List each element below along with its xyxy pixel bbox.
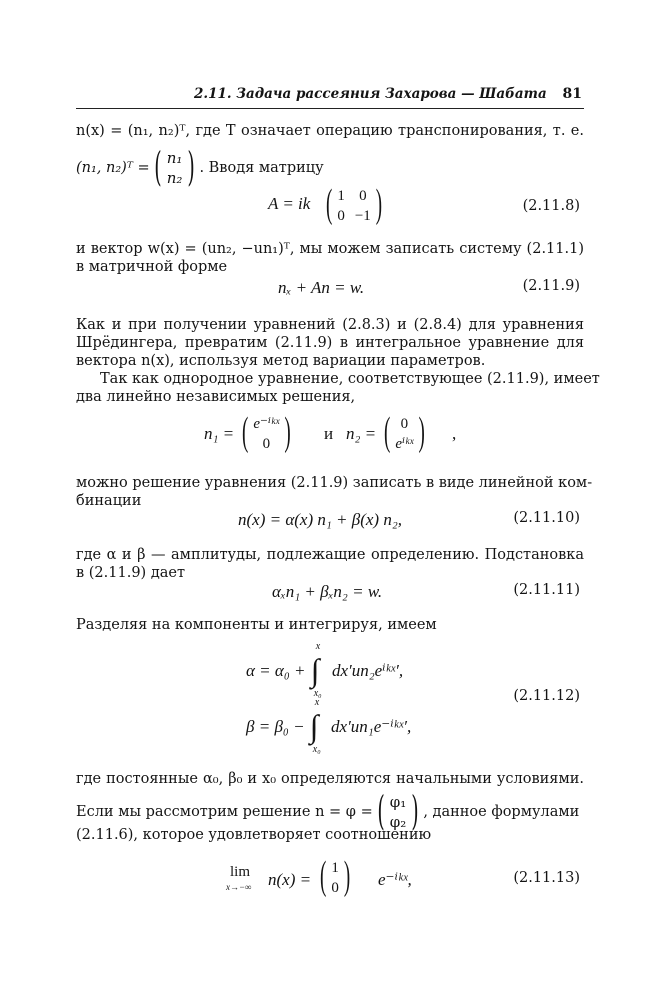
matrix-cell: −1: [354, 208, 371, 224]
matrix-cell: φ₁: [389, 793, 407, 811]
column-vector: ( n₁ n₂ ): [154, 144, 195, 192]
beta-lhs: β = β₀ −: [246, 716, 305, 736]
equation-number: (2.11.11): [513, 582, 580, 598]
text-line-with-matrix: [76, 144, 584, 192]
page-number: 81: [562, 86, 582, 102]
equation-2-11-13: [76, 854, 584, 908]
conjunction: и: [324, 424, 334, 443]
upper-limit: x: [315, 641, 321, 652]
solution-n1-label: n₁ =: [204, 424, 235, 443]
equation-2-11-9: [76, 276, 584, 316]
text-line: в матричной форме: [76, 259, 228, 275]
alpha-integrand: dx′un₂eⁱᵏˣ′,: [331, 660, 404, 680]
equation-2-11-12: [76, 641, 584, 756]
limit-operator: [226, 864, 262, 894]
solution-n1-vector: ( e⁻ⁱᵏˣ 0 ): [242, 410, 291, 455]
integral-sign: ∫ x x₀: [309, 697, 321, 755]
equation-solutions: [76, 410, 584, 462]
text-line: в (2.11.9) дает: [76, 565, 185, 581]
matrix-cell: 0: [400, 416, 409, 432]
column-vector: ( 1 0 ): [320, 854, 351, 899]
text-line: можно решение уравнения (2.11.9) записать в виде линейной ком-: [76, 475, 593, 491]
alpha-equation: [246, 641, 404, 699]
equation-2-11-11: [76, 580, 584, 620]
equation-body: αₓn₁ + βₓn₂ = w.: [272, 582, 383, 601]
beta-integrand: dx′un₁e⁻ⁱᵏˣ′,: [331, 716, 412, 736]
integral-sign: ∫ x x₀: [310, 641, 322, 699]
text-line: (2.11.6), которое удовлетворяет соотношению: [76, 827, 432, 843]
inline-formula: (n₁, n₂)ᵀ =: [76, 160, 150, 176]
text-line: два линейно независимых решения,: [76, 389, 356, 405]
upper-limit: x: [314, 697, 320, 708]
matrix-cell: φ₂: [389, 813, 407, 831]
limit-label: lim: [230, 864, 251, 880]
text-line: Разделяя на компоненты и интегрируя, имеем: [76, 617, 437, 633]
section-title: 2.11. Задача рассеяния Захарова — Шабата: [194, 86, 547, 102]
equation-lhs: n(x) =: [268, 870, 312, 889]
text-fragment: Если мы рассмотрим решение n = φ =: [76, 804, 373, 820]
punctuation: ,: [452, 424, 457, 443]
text-line: и вектор w(x) = (un₂, −un₁)ᵀ, мы можем записать систему (2.11.1): [76, 241, 584, 257]
text-line: Шрёдингера, превратим (2.11.9) в интегральное уравнение для: [76, 335, 584, 351]
matrix-cell: 1: [337, 188, 345, 204]
equation-2-11-10: [76, 508, 584, 548]
equation-number: (2.11.13): [513, 870, 580, 886]
equation-number: (2.11.9): [522, 278, 580, 294]
equation-number: (2.11.10): [513, 510, 580, 526]
beta-equation: [246, 697, 412, 755]
running-header: [76, 86, 584, 109]
equation-body: n(x) = α(x) n₁ + β(x) n₂,: [238, 510, 403, 529]
text-fragment: . Вводя матрицу: [199, 160, 324, 176]
equation-number: (2.11.8): [522, 198, 580, 214]
matrix-cell: 0: [262, 436, 271, 452]
text-line: Как и при получении уравнений (2.8.3) и (2.8.4) для уравнения: [76, 317, 584, 333]
solution-n2-vector: ( 0 eⁱᵏˣ ): [384, 410, 425, 455]
matrix-cell: e⁻ⁱᵏˣ: [253, 416, 280, 432]
text-line: где α и β — амплитуды, подлежащие определению. Подстановка: [76, 547, 584, 563]
matrix-cell: n₁: [166, 149, 183, 167]
solution-n2-label: n₂ =: [346, 424, 377, 443]
equation-rhs: e⁻ⁱᵏˣ,: [378, 870, 412, 889]
equation-lhs: A = ik: [268, 194, 311, 213]
matrix-cell: 0: [331, 880, 339, 896]
lower-limit: x₀: [312, 744, 321, 755]
equation-number: (2.11.12): [513, 688, 580, 704]
matrix-cell: eⁱᵏˣ: [395, 436, 414, 452]
matrix-cell: 0: [359, 188, 367, 204]
lower-limit: x₀: [313, 688, 322, 699]
matrix-cell: 0: [337, 208, 345, 224]
text-line: вектора n(x), используя метод вариации параметров.: [76, 353, 486, 369]
matrix-cell: n₂: [166, 169, 183, 187]
matrix-A: ( 1 0 0 −1 ): [326, 182, 383, 227]
equation-body: nₓ + An = w.: [278, 278, 365, 297]
limit-subscript: x→−∞: [226, 882, 252, 892]
text-fragment: , данное формулами: [423, 804, 580, 820]
text-line: n(x) = (n₁, n₂)ᵀ, где T означает операцию транспонирования, т. е.: [76, 123, 584, 139]
matrix-cell: 1: [331, 860, 339, 876]
column-vector: ( φ₁ φ₂ ): [377, 788, 419, 836]
alpha-lhs: α = α₀ +: [246, 660, 306, 680]
equation-2-11-8: [76, 182, 584, 230]
text-line: где постоянные α₀, β₀ и x₀ определяются начальными условиями.: [76, 771, 584, 787]
text-line: Так как однородное уравнение, соответствующее (2.11.9), имеет: [100, 371, 600, 387]
text-line: бинации: [76, 493, 142, 509]
